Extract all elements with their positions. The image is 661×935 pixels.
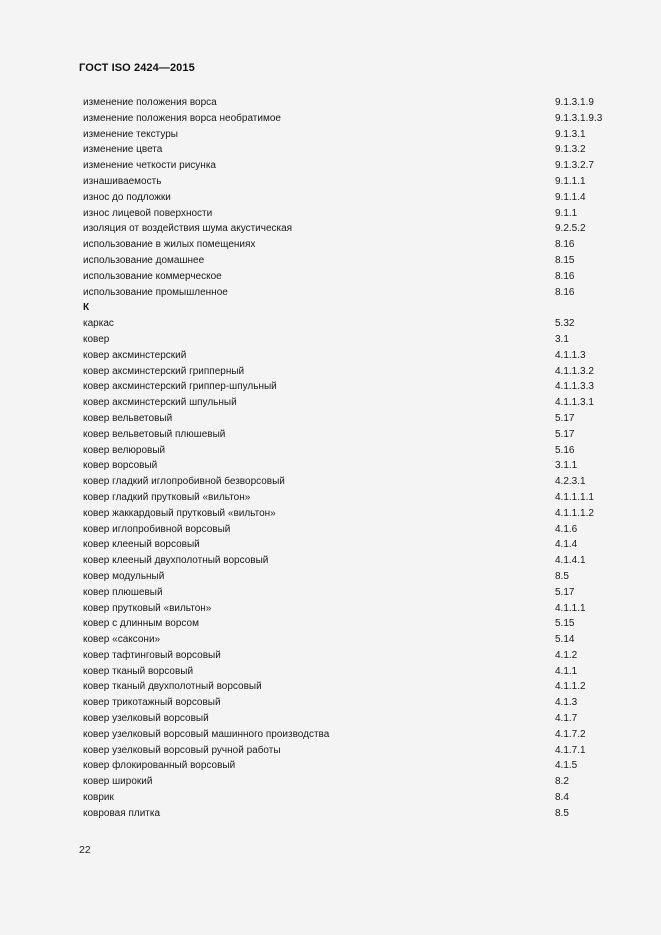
section-reference: 5.32 <box>555 318 575 330</box>
index-entry <box>83 648 611 664</box>
index-term: ковер клееный двухполотный ворсовый <box>83 555 269 567</box>
section-reference: 4.1.1.3.2 <box>555 365 594 377</box>
section-reference: 3.1 <box>555 333 569 345</box>
index-term: ковер трикотажный ворсовый <box>83 697 221 709</box>
index-entry <box>83 522 611 538</box>
index-term: ковер клееный ворсовый <box>83 539 200 551</box>
index-term: ковер тафтинговый ворсовый <box>83 649 221 661</box>
index-term: ковер гладкий иглопробивной безворсовый <box>83 476 285 488</box>
index-entry <box>83 221 611 237</box>
index-entry <box>83 553 611 569</box>
index-entry <box>83 127 611 143</box>
index-term: ковер вельветовый плюшевый <box>83 428 226 440</box>
index-term: ковер ворсовый <box>83 460 158 472</box>
section-reference: 5.17 <box>555 428 575 440</box>
index-entry <box>83 758 611 774</box>
section-reference: 9.1.3.1 <box>555 128 586 140</box>
index-entry <box>83 679 611 695</box>
section-reference: 4.1.1.1 <box>555 602 586 614</box>
section-reference: 8.5 <box>555 807 569 819</box>
index-entry <box>83 411 611 427</box>
index-term: ковер велюровый <box>83 444 166 456</box>
index-entry <box>83 695 611 711</box>
index-entry <box>83 379 611 395</box>
index-term: ковер <box>83 333 110 345</box>
section-reference: 4.1.1 <box>555 665 578 677</box>
index-entry <box>83 364 611 380</box>
page-number: 22 <box>79 844 91 856</box>
section-reference: 9.1.3.1.9.3 <box>555 112 603 124</box>
index-term: ковер широкий <box>83 776 153 788</box>
index-term: использование домашнее <box>83 254 205 266</box>
index-entry <box>83 427 611 443</box>
index-term: ковер жаккардовый прутковый «вильтон» <box>83 507 276 519</box>
index-term: ковер вельветовый <box>83 412 173 424</box>
section-reference: 9.1.1.1 <box>555 175 586 187</box>
index-term: ковер с длинным ворсом <box>83 618 199 630</box>
section-reference: 8.5 <box>555 570 569 582</box>
index-entry <box>83 237 611 253</box>
section-reference: 9.1.1.4 <box>555 191 586 203</box>
index-entry <box>83 774 611 790</box>
index-entry <box>83 474 611 490</box>
index-term: ковер гладкий прутковый «вильтон» <box>83 491 251 503</box>
index-entry <box>83 142 611 158</box>
index-entry <box>83 743 611 759</box>
index-entry <box>83 711 611 727</box>
section-reference: 8.16 <box>555 286 575 298</box>
section-reference: 5.16 <box>555 444 575 456</box>
letter-heading: К <box>83 302 90 314</box>
index-entry <box>83 616 611 632</box>
section-reference: 5.14 <box>555 634 575 646</box>
index-entry <box>83 206 611 222</box>
section-reference: 4.1.1.3 <box>555 349 586 361</box>
index-term: ковровая плитка <box>83 807 161 819</box>
index-term: износ лицевой поверхности <box>83 207 213 219</box>
section-reference: 4.2.3.1 <box>555 476 586 488</box>
index-entry <box>83 95 611 111</box>
index-entry <box>83 506 611 522</box>
index-term: каркас <box>83 318 114 330</box>
section-reference: 4.1.7.1 <box>555 744 586 756</box>
index-entry <box>83 790 611 806</box>
index-entry <box>83 569 611 585</box>
index-entry <box>83 458 611 474</box>
index-term: ковер аксминстерский грипперный <box>83 365 245 377</box>
section-reference: 4.1.2 <box>555 649 578 661</box>
section-reference: 8.16 <box>555 270 575 282</box>
index-term: изменение четкости рисунка <box>83 160 216 172</box>
index-term: ковер узелковый ворсовый <box>83 713 209 725</box>
section-reference: 8.4 <box>555 792 569 804</box>
index-entry <box>83 727 611 743</box>
section-reference: 4.1.1.1.1 <box>555 491 594 503</box>
index-term: изменение текстуры <box>83 128 178 140</box>
section-reference: 4.1.4.1 <box>555 555 586 567</box>
index-term: ковер прутковый «вильтон» <box>83 602 212 614</box>
index-term: изнашиваемость <box>83 175 162 187</box>
index-term: ковер аксминстерский гриппер-шпульный <box>83 381 277 393</box>
index-entry <box>83 443 611 459</box>
index-entry <box>83 395 611 411</box>
index-term: ковер «саксони» <box>83 634 161 646</box>
section-reference: 4.1.3 <box>555 697 578 709</box>
index-entry <box>83 174 611 190</box>
section-reference: 8.2 <box>555 776 569 788</box>
index-term: изменение положения ворса необратимое <box>83 112 281 124</box>
section-reference: 4.1.1.3.3 <box>555 381 594 393</box>
index-entry <box>83 490 611 506</box>
index-term: ковер флокированный ворсовый <box>83 760 236 772</box>
index-term: использование коммерческое <box>83 270 222 282</box>
index-term: ковер узелковый ворсовый ручной работы <box>83 744 281 756</box>
index-letter-heading <box>83 300 611 316</box>
section-reference: 9.2.5.2 <box>555 223 586 235</box>
section-reference: 5.15 <box>555 618 575 630</box>
index-entry <box>83 664 611 680</box>
index-term: ковер аксминстерский шпульный <box>83 397 237 409</box>
index-entry <box>83 632 611 648</box>
index-term: ковер тканый ворсовый <box>83 665 194 677</box>
section-reference: 5.17 <box>555 586 575 598</box>
index-term: использование в жилых помещениях <box>83 239 256 251</box>
section-reference: 4.1.5 <box>555 760 578 772</box>
index-entry <box>83 158 611 174</box>
section-reference: 4.1.1.1.2 <box>555 507 594 519</box>
section-reference: 9.1.3.2 <box>555 144 586 156</box>
index-entry <box>83 316 611 332</box>
index-entry <box>83 253 611 269</box>
index-term: коврик <box>83 792 114 804</box>
index-entry <box>83 190 611 206</box>
index-entry <box>83 601 611 617</box>
section-reference: 4.1.1.3.1 <box>555 397 594 409</box>
index-entry <box>83 111 611 127</box>
section-reference: 4.1.6 <box>555 523 578 535</box>
section-reference: 9.1.1 <box>555 207 578 219</box>
section-reference: 9.1.3.2.7 <box>555 160 594 172</box>
index-entry <box>83 585 611 601</box>
section-reference: 3.1.1 <box>555 460 578 472</box>
index-term: изменение положения ворса <box>83 97 217 108</box>
alphabetical-index <box>83 95 611 822</box>
section-reference: 8.15 <box>555 254 575 266</box>
index-entry <box>83 537 611 553</box>
section-reference: 4.1.4 <box>555 539 578 551</box>
index-term: ковер иглопробивной ворсовый <box>83 523 231 535</box>
index-term: ковер модульный <box>83 570 165 582</box>
section-reference: 8.16 <box>555 239 575 251</box>
index-term: изменение цвета <box>83 144 163 156</box>
index-term: ковер тканый двухполотный ворсовый <box>83 681 262 693</box>
index-term: ковер аксминстерский <box>83 349 187 361</box>
index-entry <box>83 332 611 348</box>
index-entry <box>83 285 611 301</box>
index-entry <box>83 806 611 822</box>
index-entry <box>83 348 611 364</box>
section-reference: 4.1.7 <box>555 713 578 725</box>
section-reference: 4.1.7.2 <box>555 728 586 740</box>
index-term: использование промышленное <box>83 286 228 298</box>
section-reference: 4.1.1.2 <box>555 681 586 693</box>
section-reference: 9.1.3.1.9 <box>555 97 594 108</box>
index-term: ковер плюшевый <box>83 586 163 598</box>
index-term: ковер узелковый ворсовый машинного производства <box>83 728 330 740</box>
index-term: износ до подложки <box>83 191 171 203</box>
document-header: ГОСТ ISO 2424—2015 <box>79 62 195 74</box>
index-entry <box>83 269 611 285</box>
section-reference: 5.17 <box>555 412 575 424</box>
index-term: изоляция от воздействия шума акустическая <box>83 223 293 235</box>
